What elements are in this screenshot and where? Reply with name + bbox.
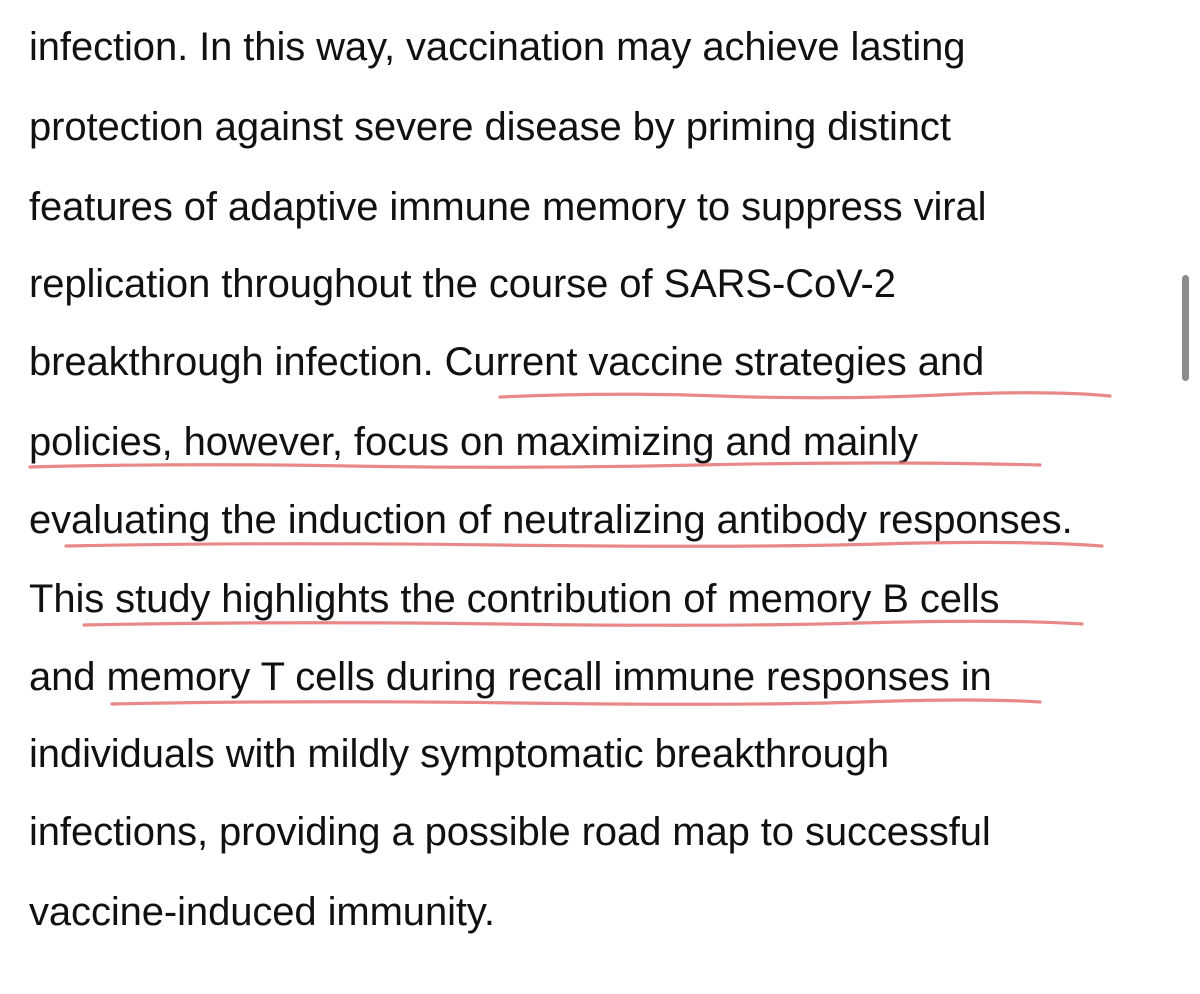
text-line: individuals with mildly symptomatic breakthrough: [29, 732, 890, 776]
text-line: breakthrough infection. Current vaccine strategies and: [29, 340, 985, 384]
text-line: This study highlights the contribution of memory B cells: [29, 577, 1000, 621]
text-line: infections, providing a possible road map to successful: [29, 810, 991, 854]
text-line: and memory T cells during recall immune responses in: [29, 655, 992, 699]
text-line: policies, however, focus on maximizing and mainly: [29, 420, 918, 464]
text-line: infection. In this way, vaccination may achieve lasting: [29, 25, 966, 69]
text-line: vaccine-induced immunity.: [29, 890, 495, 934]
text-line: replication throughout the course of SARS-CoV-2: [29, 262, 896, 306]
text-line: protection against severe disease by priming distinct: [29, 105, 951, 149]
vertical-scrollbar[interactable]: [1182, 275, 1189, 381]
text-line: features of adaptive immune memory to suppress viral: [29, 185, 987, 229]
hand-underline: [500, 393, 1110, 398]
text-line: evaluating the induction of neutralizing antibody responses.: [29, 498, 1073, 542]
